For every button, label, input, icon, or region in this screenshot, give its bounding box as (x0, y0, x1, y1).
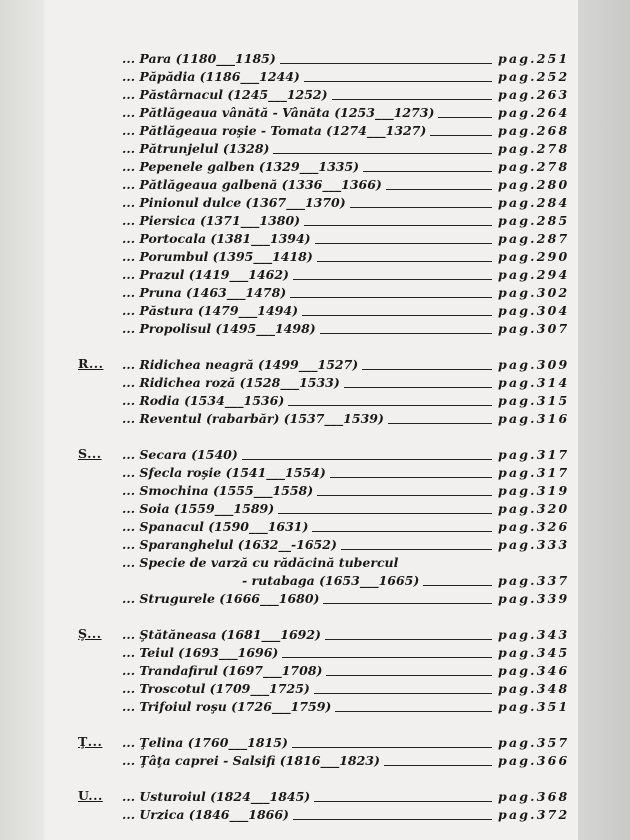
page-number: pag.251 (498, 51, 570, 66)
toc-entry (122, 680, 578, 698)
toc-entries (122, 788, 578, 824)
toc-entry (122, 176, 578, 194)
toc-entry (122, 482, 578, 500)
leader-line (280, 63, 492, 64)
leader-line (278, 513, 492, 514)
entry-title: ... Urzica (1846___1866) (122, 807, 289, 822)
leader-line (388, 423, 492, 424)
toc-entry (122, 320, 578, 338)
toc-entries (122, 446, 578, 608)
entry-title: ... Sparanghelul (1632__-1652) (122, 537, 337, 552)
page-number: pag.351 (498, 699, 570, 714)
page-edge-shadow (578, 0, 630, 840)
entry-title: ... Păstârnacul (1245___1252) (122, 87, 328, 102)
entry-title: ... Troscotul (1709___1725) (122, 681, 310, 696)
toc-entry (122, 536, 578, 554)
page-number: pag.302 (498, 285, 570, 300)
leader-line (314, 693, 492, 694)
leader-line (314, 801, 492, 802)
section-letter: Ş... (78, 626, 102, 641)
leader-line (304, 225, 492, 226)
entry-title: ... Secara (1540) (122, 447, 238, 462)
leader-line (293, 819, 492, 820)
page-number: pag.372 (498, 807, 570, 822)
page-number: pag.309 (498, 357, 570, 372)
toc-group (78, 50, 578, 338)
toc-entry (122, 698, 578, 716)
leader-line (282, 657, 492, 658)
entry-title: ... Soia (1559___1589) (122, 501, 275, 516)
leader-line (330, 477, 492, 478)
page-number: pag.263 (498, 87, 570, 102)
toc-entry (122, 752, 578, 770)
page-number: pag.326 (498, 519, 570, 534)
leader-line (290, 297, 492, 298)
toc-entry (122, 230, 578, 248)
leader-line (312, 531, 492, 532)
entry-title: ... Pruna (1463___1478) (122, 285, 287, 300)
entry-title: ... Ridichea neagră (1499___1527) (122, 357, 359, 372)
leader-line (315, 243, 492, 244)
toc-entry (122, 734, 578, 752)
leader-line (242, 459, 492, 460)
leader-line (332, 99, 492, 100)
toc-group (78, 734, 578, 770)
page-number: pag.252 (498, 69, 570, 84)
page-number: pag.304 (498, 303, 570, 318)
toc-entry (122, 500, 578, 518)
leader-line (293, 279, 492, 280)
toc-entry (122, 266, 578, 284)
entry-title: ... Strugurele (1666___1680) (122, 591, 320, 606)
leader-line (362, 369, 492, 370)
entry-title: ... Pepenele galben (1329___1335) (122, 159, 360, 174)
section-letter: Ţ... (78, 734, 103, 749)
toc-entry (122, 356, 578, 374)
entry-title: ... Trandafirul (1697___1708) (122, 663, 323, 678)
entry-title: ... Ţelina (1760___1815) (122, 735, 288, 750)
page-number: pag.307 (498, 321, 570, 336)
leader-line (302, 315, 492, 316)
leader-line (273, 153, 492, 154)
page-number: pag.346 (498, 663, 570, 678)
page-number: pag.320 (498, 501, 570, 516)
toc-group (78, 626, 578, 716)
entry-title: ... Trifoiul roşu (1726___1759) (122, 699, 332, 714)
entry-title: ... Specie de varză cu rădăcină tubercul (122, 555, 399, 570)
page-number: pag.317 (498, 465, 570, 480)
section-letter: S... (78, 446, 102, 461)
entry-title: ... Usturoiul (1824___1845) (122, 789, 311, 804)
entry-title: ... Ştătăneasa (1681___1692) (122, 627, 321, 642)
page-number: pag.314 (498, 375, 570, 390)
toc-entry (122, 518, 578, 536)
toc-entry (122, 788, 578, 806)
entry-title: ... Pinionul dulce (1367___1370) (122, 195, 346, 210)
page-number: pag.319 (498, 483, 570, 498)
toc-entries (122, 356, 578, 428)
leader-line (384, 765, 492, 766)
toc-entry (122, 374, 578, 392)
toc-group (78, 446, 578, 608)
toc-entry (122, 86, 578, 104)
entry-title: ... Ridichea roză (1528___1533) (122, 375, 340, 390)
toc-entry (122, 662, 578, 680)
page-number: pag.264 (498, 105, 570, 120)
leader-line (335, 711, 492, 712)
page-number: pag.357 (498, 735, 570, 750)
toc-entry (122, 806, 578, 824)
page-number: pag.284 (498, 195, 570, 210)
toc-entry (122, 590, 578, 608)
entry-title: ... Smochina (1555___1558) (122, 483, 314, 498)
page-number: pag.368 (498, 789, 570, 804)
page-number: pag.285 (498, 213, 570, 228)
page-number: pag.348 (498, 681, 570, 696)
entry-title: ... Sfecla roşie (1541___1554) (122, 465, 326, 480)
toc-entry (122, 392, 578, 410)
leader-line (438, 117, 492, 118)
toc-entry (122, 464, 578, 482)
leader-line (320, 333, 492, 334)
leader-line (326, 675, 492, 676)
leader-line (430, 135, 492, 136)
leader-line (288, 405, 492, 406)
toc-group (78, 356, 578, 428)
section-letter: U... (78, 788, 103, 803)
section-letter: R... (78, 356, 104, 371)
leader-line (423, 585, 492, 586)
entry-title: ... Porumbul (1395___1418) (122, 249, 313, 264)
entry-title: ... Păstura (1479___1494) (122, 303, 299, 318)
toc-entries (122, 734, 578, 770)
leader-line (317, 261, 492, 262)
page-number: pag.268 (498, 123, 570, 138)
toc-entry (122, 410, 578, 428)
page-number: pag.333 (498, 537, 570, 552)
leader-line (317, 495, 492, 496)
leader-line (350, 207, 492, 208)
page-number: pag.317 (498, 447, 570, 462)
toc-entries (122, 50, 578, 338)
page-number: pag.337 (498, 573, 570, 588)
toc-entry (122, 140, 578, 158)
toc-entry (122, 302, 578, 320)
toc-entry (122, 68, 578, 86)
leader-line (344, 387, 492, 388)
entry-title: ... Ţâţa caprei - Salsifi (1816___1823) (122, 753, 380, 768)
page-number: pag.343 (498, 627, 570, 642)
page-number: pag.287 (498, 231, 570, 246)
toc-entry (122, 194, 578, 212)
entry-title: ... Pătlăgeaua galbenă (1336___1366) (122, 177, 382, 192)
leader-line (341, 549, 492, 550)
toc-entry (122, 158, 578, 176)
entry-title: ... Spanacul (1590___1631) (122, 519, 309, 534)
entry-title: ... Reventul (rabarbăr) (1537___1539) (122, 411, 384, 426)
entry-title: ... Para (1180___1185) (122, 51, 276, 66)
entry-title: ... Păpădia (1186___1244) (122, 69, 300, 84)
toc-entry (122, 248, 578, 266)
leader-line (292, 747, 492, 748)
toc-entry (122, 50, 578, 68)
entry-title: ... Teiul (1693___1696) (122, 645, 279, 660)
toc-entry (122, 626, 578, 644)
entry-title-continuation: - rutabaga (1653___1665) (242, 573, 420, 588)
page-number: pag.280 (498, 177, 570, 192)
page-number: pag.278 (498, 141, 570, 156)
toc-entry (122, 284, 578, 302)
entry-title: ... Piersica (1371___1380) (122, 213, 301, 228)
leader-line (323, 603, 492, 604)
entry-title: ... Propolisul (1495___1498) (122, 321, 316, 336)
page-number: pag.345 (498, 645, 570, 660)
table-of-contents (78, 50, 578, 824)
page-number: pag.316 (498, 411, 570, 426)
left-page-margin (0, 0, 44, 840)
page-number: pag.315 (498, 393, 570, 408)
entry-title-block (122, 554, 419, 590)
leader-line (325, 639, 492, 640)
entry-title: ... Pătlăgeaua roşie - Tomata (1274___1327) (122, 123, 427, 138)
toc-entry (122, 212, 578, 230)
page-number: pag.290 (498, 249, 570, 264)
entry-title: ... Pătlăgeaua vânătă - Vânăta (1253___1273) (122, 105, 435, 120)
toc-entry (122, 104, 578, 122)
entry-title: ... Pătrunjelul (1328) (122, 141, 270, 156)
toc-entry (122, 554, 578, 590)
toc-entry (122, 122, 578, 140)
entry-title: ... Rodia (1534___1536) (122, 393, 285, 408)
entry-title: ... Prazul (1419___1462) (122, 267, 289, 282)
page-number: pag.339 (498, 591, 570, 606)
toc-entry (122, 644, 578, 662)
page-number: pag.278 (498, 159, 570, 174)
toc-group (78, 788, 578, 824)
toc-entries (122, 626, 578, 716)
book-page (44, 0, 578, 840)
entry-title: ... Portocala (1381___1394) (122, 231, 311, 246)
toc-entry (122, 446, 578, 464)
leader-line (363, 171, 492, 172)
leader-line (304, 81, 492, 82)
page-number: pag.366 (498, 753, 570, 768)
page-number: pag.294 (498, 267, 570, 282)
leader-line (386, 189, 492, 190)
